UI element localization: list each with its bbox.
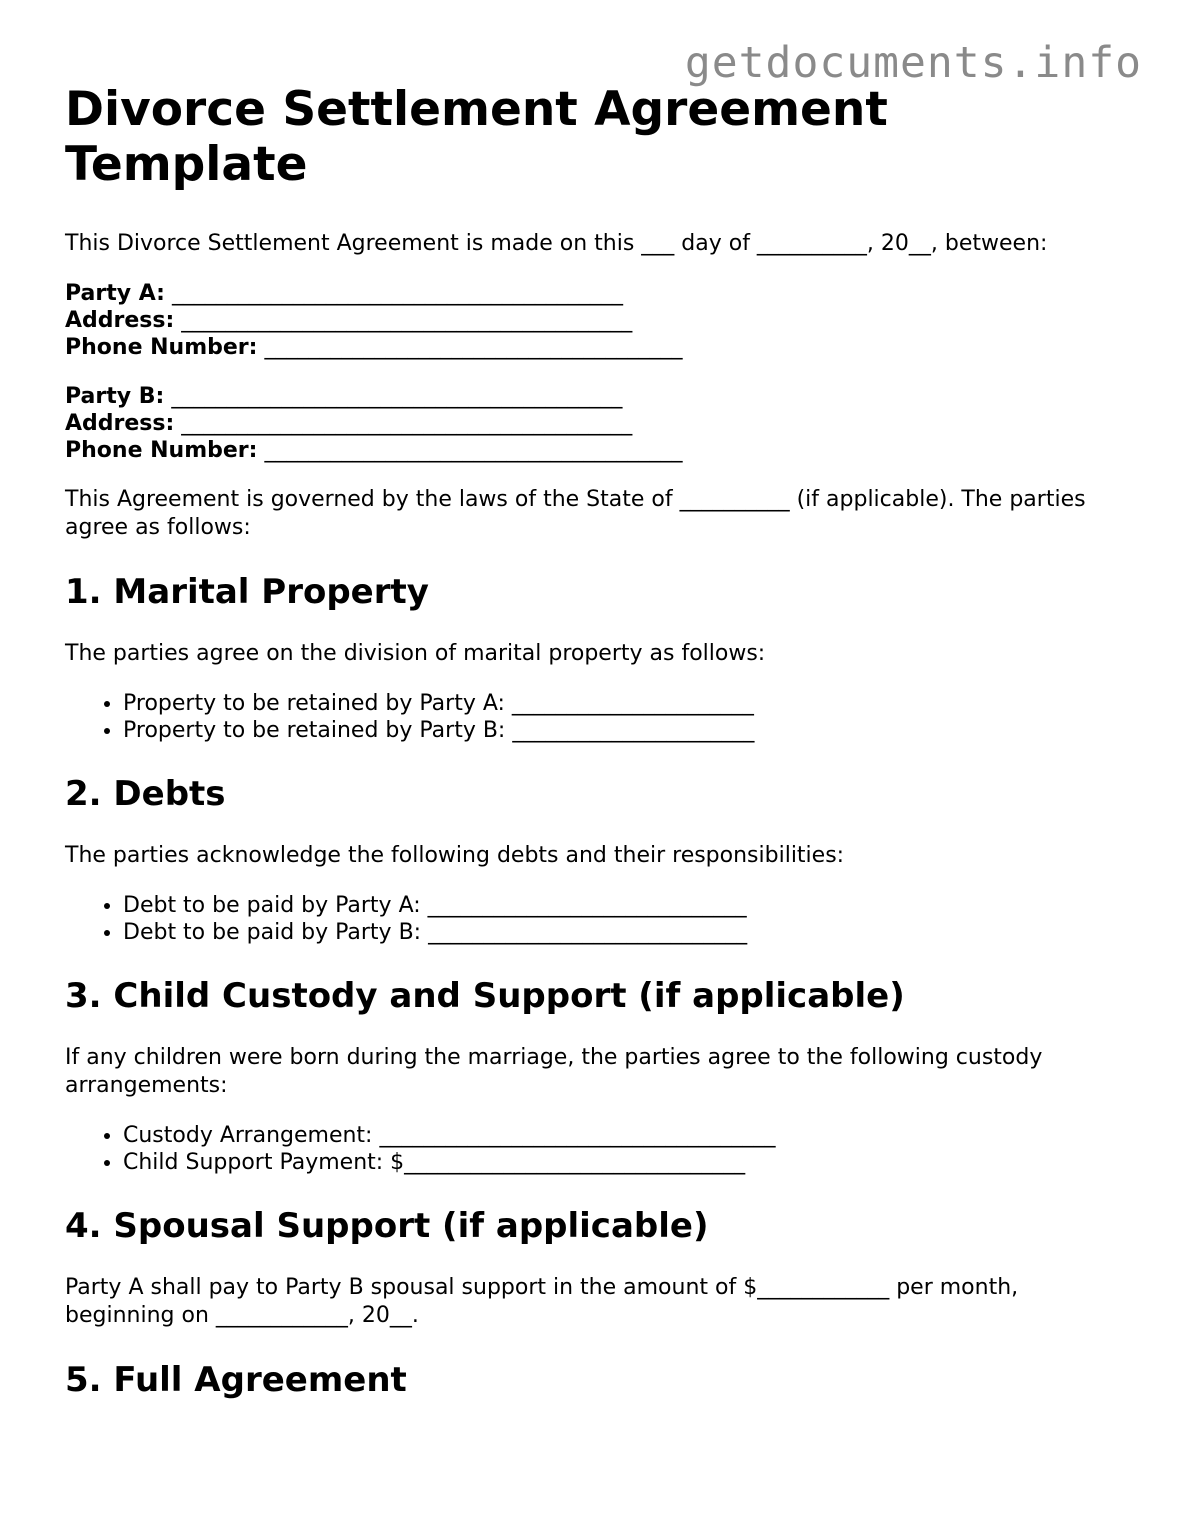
party-b-address-blank: _________________________________________ (181, 411, 633, 436)
document-page (65, 82, 1125, 1402)
party-b-address-line (65, 410, 1125, 437)
party-b-address-label: Address: (65, 411, 175, 436)
party-b-phone-label: Phone Number: (65, 438, 258, 463)
list-item: • Custody Arrangement: ____________________________________ (123, 1122, 1125, 1149)
party-a-address-label: Address: (65, 308, 175, 333)
party-a-phone-blank: ______________________________________ (264, 335, 683, 360)
list-item: • Debt to be paid by Party B: _____________________________ (123, 919, 1125, 946)
party-b-phone-line (65, 437, 1125, 464)
document-title: Divorce Settlement Agreement Template (65, 82, 888, 192)
party-b-label: Party B: (65, 384, 165, 409)
party-a-address-line (65, 307, 1125, 334)
section-heading-debts: 2. Debts (65, 774, 226, 814)
party-b-name-blank: _________________________________________ (171, 384, 623, 409)
party-a-name-line (65, 280, 1125, 307)
party-a-name-blank: _________________________________________ (171, 281, 623, 306)
marital-property-text: The parties agree on the division of marital property as follows: (65, 641, 766, 666)
debts-list (65, 892, 1125, 946)
party-b-block (65, 383, 1125, 464)
party-a-phone-line (65, 334, 1125, 361)
child-custody-text: If any children were born during the marriage, the parties agree to the following custody arrangements: (65, 1045, 1043, 1098)
list-item: • Property to be retained by Party B: ______________________ (123, 717, 1125, 744)
party-a-phone-label: Phone Number: (65, 335, 258, 360)
section-heading-marital-property: 1. Marital Property (65, 572, 429, 612)
intro-paragraph: This Divorce Settlement Agreement is made on this ___ day of __________, 20__, between: (65, 231, 1048, 256)
party-a-block (65, 280, 1125, 361)
debts-text: The parties acknowledge the following debts and their responsibilities: (65, 843, 845, 868)
section-heading-child-custody: 3. Child Custody and Support (if applicable) (65, 976, 905, 1016)
party-a-label: Party A: (65, 281, 165, 306)
party-b-phone-blank: ______________________________________ (264, 438, 683, 463)
marital-property-list (65, 690, 1125, 744)
section-heading-spousal-support: 4. Spousal Support (if applicable) (65, 1206, 709, 1246)
list-item: • Debt to be paid by Party A: _____________________________ (123, 892, 1125, 919)
spousal-support-text: Party A shall pay to Party B spousal support in the amount of $____________ per month, beginning on ____________, 20__. (65, 1275, 1019, 1328)
governing-law-paragraph: This Agreement is governed by the laws of the State of __________ (if applicable). The parties agree as follows: (65, 487, 1086, 540)
child-custody-list (65, 1122, 1125, 1176)
section-heading-full-agreement: 5. Full Agreement (65, 1360, 407, 1400)
list-item: • Child Support Payment: $_______________________________ (123, 1149, 1125, 1176)
watermark: getdocuments.info (684, 38, 1142, 88)
list-item: • Property to be retained by Party A: ______________________ (123, 690, 1125, 717)
party-b-name-line (65, 383, 1125, 410)
party-a-address-blank: _________________________________________ (181, 308, 633, 333)
